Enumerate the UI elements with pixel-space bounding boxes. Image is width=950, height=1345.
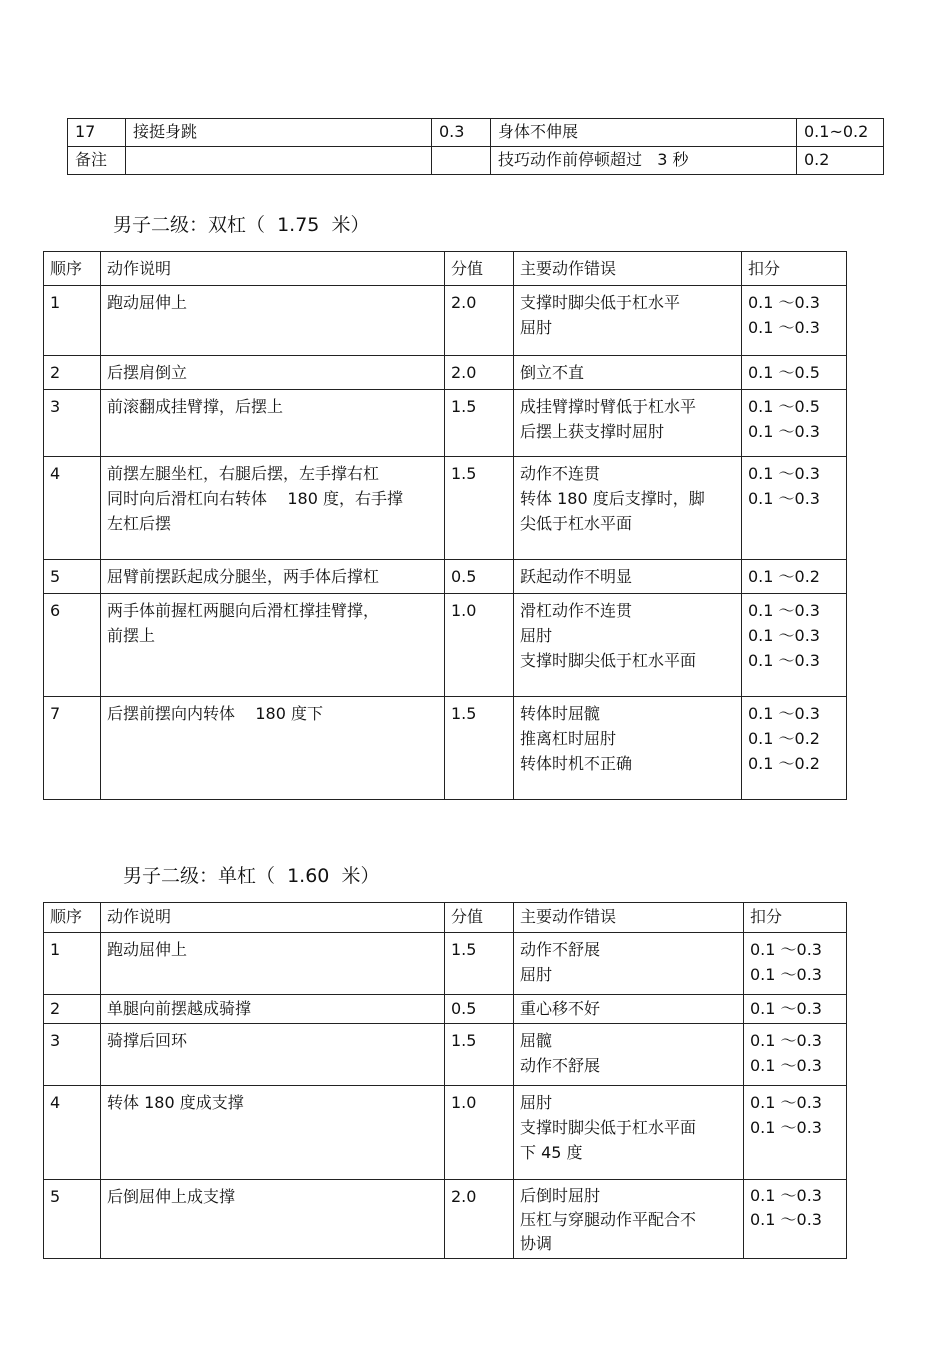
- deduction-cell: [744, 995, 847, 1024]
- score-cell: 1.0: [445, 594, 514, 697]
- seq-cell: 2: [44, 356, 101, 390]
- error-line: 压杠与穿腿动作平配合不: [520, 1210, 697, 1229]
- error-line: 后摆上获支撑时屈肘: [520, 422, 665, 441]
- table-row: [44, 933, 847, 995]
- action-cell: [101, 594, 445, 697]
- errors-cell: [514, 594, 742, 697]
- deduction-cell: [744, 933, 847, 995]
- seq-cell: 7: [44, 697, 101, 800]
- seq-cell: 5: [44, 1180, 101, 1259]
- score-cell: 1.0: [445, 1086, 514, 1180]
- action-line: 骑撑后回环: [107, 1031, 188, 1050]
- header-score: 分值: [445, 903, 514, 933]
- error-line: 转体时屈髋: [520, 704, 601, 723]
- deduction-line: 0.1 ～0.3: [750, 1093, 822, 1112]
- action-line: 同时向后滑杠向右转体 180 度，右手撑: [107, 489, 403, 508]
- action-line: 转体 180 度成支撑: [107, 1093, 244, 1112]
- errors-cell: [514, 933, 744, 995]
- table-row: [68, 119, 884, 147]
- errors-cell: [514, 286, 742, 356]
- error-line: 尖低于杠水平面: [520, 514, 633, 533]
- table-row: [44, 697, 847, 800]
- errors-cell: [514, 457, 742, 560]
- error-line: 重心移不好: [520, 999, 601, 1018]
- top-table: [67, 118, 884, 175]
- action-line: 左杠后摆: [107, 514, 172, 533]
- deduction-line: 0.1 ～0.3: [748, 293, 820, 312]
- error-line: 后倒时屈肘: [520, 1186, 601, 1205]
- deduction-cell: [742, 286, 847, 356]
- action-cell: [101, 1180, 445, 1259]
- table-row: [44, 995, 847, 1024]
- error-line: 推离杠时屈肘: [520, 729, 617, 748]
- deduction-line: 0.1 ～0.3: [750, 940, 822, 959]
- header-deduction: 扣分: [744, 903, 847, 933]
- table-row: [44, 390, 847, 457]
- error-line: 下 45 度: [520, 1143, 583, 1162]
- score-cell: 1.5: [445, 390, 514, 457]
- action-cell: [101, 697, 445, 800]
- errors-cell: [514, 356, 742, 390]
- error-line: 支撑时脚尖低于杠水平面: [520, 1118, 697, 1137]
- error-line: 协调: [520, 1234, 553, 1253]
- error-line: 动作不连贯: [520, 464, 601, 483]
- errors-cell: [514, 1024, 744, 1086]
- deduction-line: 0.1 ～0.3: [748, 318, 820, 337]
- score-cell: 1.5: [445, 457, 514, 560]
- error-line: 转体 180 度后支撑时，脚: [520, 489, 705, 508]
- parallel-bars-table: [43, 251, 847, 800]
- errors-cell: [514, 1180, 744, 1259]
- seq-cell: 1: [44, 286, 101, 356]
- error-line: 转体时机不正确: [520, 754, 633, 773]
- score-cell: 1.5: [445, 1024, 514, 1086]
- header-seq: 顺序: [44, 903, 101, 933]
- errors-cell: [514, 1086, 744, 1180]
- deduction-line: 0.1 ～0.3: [750, 1031, 822, 1050]
- error-line: 动作不舒展: [520, 1056, 601, 1075]
- score-cell: 1.5: [445, 933, 514, 995]
- deduction-line: 0.1 ～0.3: [750, 965, 822, 984]
- table-header-row: [44, 252, 847, 286]
- action-cell: [101, 933, 445, 995]
- score-cell: [432, 147, 491, 175]
- deduction-cell: [742, 457, 847, 560]
- deduction-cell: [744, 1180, 847, 1259]
- action-cell: [101, 1086, 445, 1180]
- score-cell: 0.5: [445, 995, 514, 1024]
- error-line: 屈肘: [520, 965, 553, 984]
- action-line: 后倒屈伸上成支撑: [107, 1187, 236, 1206]
- table-row: [44, 1086, 847, 1180]
- score-cell: 1.5: [445, 697, 514, 800]
- seq-cell: 2: [44, 995, 101, 1024]
- header-errors: 主要动作错误: [514, 252, 742, 286]
- deduction-cell: [744, 1024, 847, 1086]
- action-cell: [101, 457, 445, 560]
- deduction-line: 0.1 ～0.3: [750, 1186, 822, 1205]
- table-row: [44, 1180, 847, 1259]
- seq-cell: 17: [68, 119, 126, 147]
- error-line: 屈髋: [520, 1031, 553, 1050]
- seq-cell: 3: [44, 390, 101, 457]
- action-cell: [101, 1024, 445, 1086]
- table-row: [44, 286, 847, 356]
- error-line: 屈肘: [520, 626, 553, 645]
- errors-cell: [514, 995, 744, 1024]
- deduction-line: 0.1 ～0.3: [748, 464, 820, 483]
- deduction-line: 0.1 ～0.2: [748, 729, 820, 748]
- table-row: [44, 560, 847, 594]
- error-line: 屈肘: [520, 1093, 553, 1112]
- error-line: 跃起动作不明显: [520, 567, 633, 586]
- seq-cell: 备注: [68, 147, 126, 175]
- error-line: 支撑时脚尖低于杠水平: [520, 293, 681, 312]
- deduction-line: 0.1 ～0.3: [750, 999, 822, 1018]
- seq-cell: 4: [44, 1086, 101, 1180]
- error-line: 滑杠动作不连贯: [520, 601, 633, 620]
- errors-cell: 技巧动作前停顿超过 3 秒: [491, 147, 797, 175]
- header-score: 分值: [445, 252, 514, 286]
- table-row: [68, 147, 884, 175]
- seq-cell: 1: [44, 933, 101, 995]
- action-line: 后摆肩倒立: [107, 363, 188, 382]
- score-cell: 0.3: [432, 119, 491, 147]
- table-row: [44, 356, 847, 390]
- action-cell: 接挺身跳: [126, 119, 432, 147]
- deduction-line: 0.1 ～0.3: [750, 1118, 822, 1137]
- table-header-row: [44, 903, 847, 933]
- action-line: 前滚翻成挂臂撑，后摆上: [107, 397, 284, 416]
- score-cell: 2.0: [445, 1180, 514, 1259]
- table-row: [44, 594, 847, 697]
- score-cell: 0.5: [445, 560, 514, 594]
- deduction-cell: 0.2: [797, 147, 884, 175]
- error-line: 成挂臂撑时臂低于杠水平: [520, 397, 697, 416]
- deduction-line: 0.1 ～0.2: [748, 567, 820, 586]
- deduction-line: 0.1 ～0.3: [748, 704, 820, 723]
- score-cell: 2.0: [445, 286, 514, 356]
- action-line: 后摆前摆向内转体 180 度下: [107, 704, 323, 723]
- errors-cell: [514, 560, 742, 594]
- table-row: [44, 1024, 847, 1086]
- seq-cell: 6: [44, 594, 101, 697]
- action-cell: [101, 995, 445, 1024]
- deduction-line: 0.1 ～0.3: [750, 1056, 822, 1075]
- error-line: 支撑时脚尖低于杠水平面: [520, 651, 697, 670]
- deduction-line: 0.1 ～0.3: [748, 626, 820, 645]
- seq-cell: 3: [44, 1024, 101, 1086]
- action-cell: [101, 286, 445, 356]
- errors-cell: 身体不伸展: [491, 119, 797, 147]
- header-seq: 顺序: [44, 252, 101, 286]
- seq-cell: 5: [44, 560, 101, 594]
- deduction-cell: [742, 390, 847, 457]
- deduction-line: 0.1 ～0.5: [748, 397, 820, 416]
- deduction-cell: [742, 594, 847, 697]
- action-cell: [101, 390, 445, 457]
- action-line: 前摆左腿坐杠，右腿后摆，左手撑右杠: [107, 464, 380, 483]
- deduction-line: 0.1 ～0.3: [750, 1210, 822, 1229]
- deduction-cell: 0.1~0.2: [797, 119, 884, 147]
- deduction-cell: [742, 697, 847, 800]
- header-errors: 主要动作错误: [514, 903, 744, 933]
- deduction-line: 0.1 ～0.3: [748, 601, 820, 620]
- error-line: 倒立不直: [520, 363, 585, 382]
- header-action: 动作说明: [101, 252, 445, 286]
- table-row: [44, 457, 847, 560]
- deduction-cell: [744, 1086, 847, 1180]
- deduction-line: 0.1 ～0.3: [748, 422, 820, 441]
- action-line: 屈臂前摆跃起成分腿坐，两手体后撑杠: [107, 567, 380, 586]
- score-cell: 2.0: [445, 356, 514, 390]
- action-line: 单腿向前摆越成骑撑: [107, 999, 252, 1018]
- action-line: 前摆上: [107, 626, 156, 645]
- action-cell: [126, 147, 432, 175]
- action-line: 两手体前握杠两腿向后滑杠撑挂臂撑，: [107, 601, 380, 620]
- deduction-line: 0.1 ～0.5: [748, 363, 820, 382]
- errors-cell: [514, 390, 742, 457]
- section-heading-parallel-bars: 男子二级：双杠（ 1.75 米）: [113, 214, 370, 236]
- errors-cell: [514, 697, 742, 800]
- deduction-cell: [742, 560, 847, 594]
- header-action: 动作说明: [101, 903, 445, 933]
- horizontal-bar-table: [43, 902, 847, 1259]
- error-line: 屈肘: [520, 318, 553, 337]
- action-line: 跑动屈伸上: [107, 293, 188, 312]
- section-heading-horizontal-bar: 男子二级：单杠（ 1.60 米）: [123, 865, 380, 887]
- action-cell: [101, 560, 445, 594]
- deduction-cell: [742, 356, 847, 390]
- deduction-line: 0.1 ～0.3: [748, 489, 820, 508]
- action-line: 跑动屈伸上: [107, 940, 188, 959]
- header-deduction: 扣分: [742, 252, 847, 286]
- error-line: 动作不舒展: [520, 940, 601, 959]
- deduction-line: 0.1 ～0.2: [748, 754, 820, 773]
- deduction-line: 0.1 ～0.3: [748, 651, 820, 670]
- action-cell: [101, 356, 445, 390]
- seq-cell: 4: [44, 457, 101, 560]
